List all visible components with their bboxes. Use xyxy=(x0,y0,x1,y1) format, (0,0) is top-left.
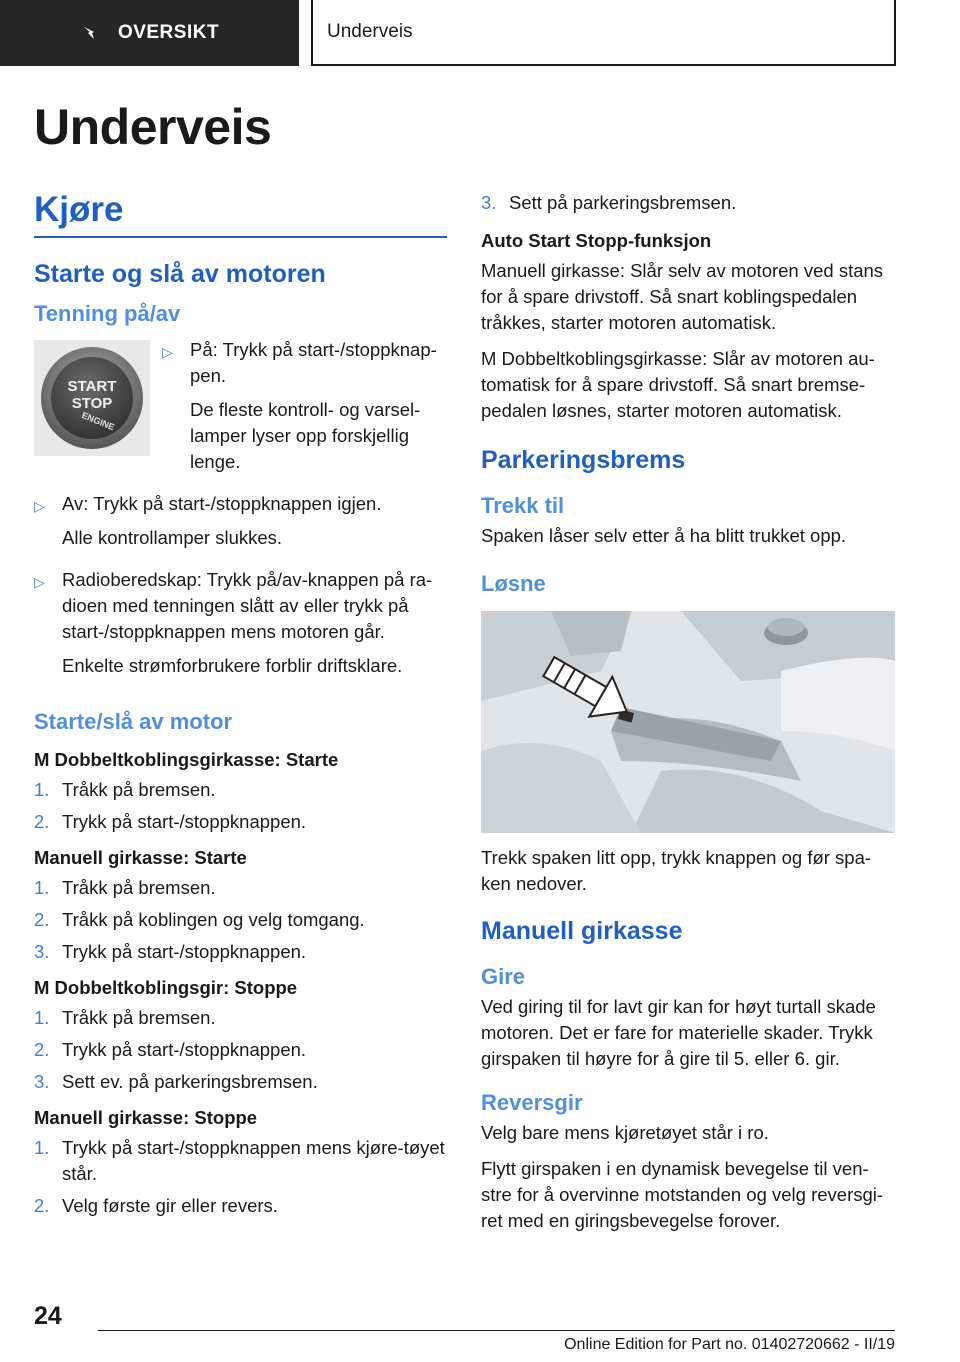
list-item-text: De fleste kontroll- og varsel-lamper lyser opp forskjellig lenge. xyxy=(190,399,421,472)
ignition-block xyxy=(34,337,447,491)
footer-edition: Online Edition for Part no. 01402720662 - II/19 xyxy=(564,1336,895,1353)
group-heading: M Dobbeltkoblingsgir: Stoppe xyxy=(34,977,298,998)
handbrake-image xyxy=(481,611,895,833)
subsection-heading: Starte og slå av motoren xyxy=(34,260,326,288)
list-item xyxy=(162,337,447,483)
handbrake-illustration xyxy=(481,611,895,833)
page-title: Underveis xyxy=(34,99,272,155)
list-item xyxy=(34,491,447,559)
button-text-start: START xyxy=(67,378,117,395)
steps-list xyxy=(34,777,447,835)
step-item: 1. Tråkk på bremsen. xyxy=(34,779,216,800)
steps-list xyxy=(34,1005,447,1095)
steps-list xyxy=(34,1135,447,1219)
list-item-text: Av: Trykk på start-/stoppknappen igjen. xyxy=(62,493,382,514)
list-item-text: Radioberedskap: Trykk på/av-knappen på ra-dioen med tenningen slått av eller trykk på start-/stoppknappen mens motoren går. xyxy=(62,569,433,642)
chapter-tab-label: Underveis xyxy=(327,21,413,42)
group-heading: Manuell girkasse: Starte xyxy=(34,847,247,868)
overview-tab-label: OVERSIKT xyxy=(117,22,220,43)
step-item: 1. Trykk på start-/stoppknappen mens kjøre-tøyet står. xyxy=(34,1137,445,1184)
reverse-paragraph: Velg bare mens kjøretøyet står i ro. xyxy=(481,1122,769,1143)
home-star-icon xyxy=(80,21,104,45)
step-item: 1. Tråkk på bremsen. xyxy=(34,877,216,898)
overview-tab[interactable] xyxy=(0,0,299,66)
list-item-text: Enkelte strømforbrukere forblir driftsklare. xyxy=(62,655,403,676)
steps-list xyxy=(34,875,447,965)
autostart-heading: Auto Start Stopp-funksjon xyxy=(481,230,712,251)
triangle-bullet-icon: ▷ xyxy=(162,344,173,360)
list-item-text: På: Trykk på start-/stoppknap-pen. xyxy=(190,339,437,386)
autostart-paragraph: M Dobbeltkoblingsgirkasse: Slår av motoren au-tomatisk for å spare drivstoff. Så snart bremse-pedalen løsnes, starter motoren automatisk. xyxy=(481,348,875,421)
step-item: 3. Sett ev. på parkeringsbremsen. xyxy=(34,1071,318,1092)
manual-heading: Manuell girkasse xyxy=(481,917,683,945)
ignition-list-continued xyxy=(34,491,447,687)
reverse-paragraph: Flytt girspaken i en dynamisk bevegelse til ven-stre for å overvinne motstanden og velg reversgi-ret med en giringsbevegelse forover. xyxy=(481,1158,884,1231)
release-paragraph: Trekk spaken litt opp, trykk knappen og før spa-ken nedover. xyxy=(481,847,872,894)
ignition-list xyxy=(162,337,447,491)
step-item: 2. Velg første gir eller revers. xyxy=(34,1195,278,1216)
engine-heading: Starte/slå av motor xyxy=(34,709,233,734)
step-item: 2. Tråkk på koblingen og velg tomgang. xyxy=(34,909,365,930)
release-heading: Løsne xyxy=(481,571,546,596)
start-stop-button-icon xyxy=(39,345,145,451)
step-item: 3. Sett på parkeringsbremsen. xyxy=(481,192,737,213)
step-item: 2. Trykk på start-/stoppknappen. xyxy=(34,1039,307,1060)
ignition-heading: Tenning på/av xyxy=(34,301,181,326)
pull-heading: Trekk til xyxy=(481,493,565,518)
right-column xyxy=(481,190,895,1234)
steps-list xyxy=(481,190,895,216)
autostart-paragraph: Manuell girkasse: Slår selv av motoren ved stans for å spare drivstoff. Så snart koblingspedalen tråkkes, starter motoren automatisk. xyxy=(481,260,884,333)
footer-divider xyxy=(98,1330,895,1331)
pull-paragraph: Spaken låser selv etter å ha blitt trukket opp. xyxy=(481,525,847,546)
start-stop-button-image xyxy=(34,340,150,456)
step-item: 2. Trykk på start-/stoppknappen. xyxy=(34,811,307,832)
group-heading: M Dobbeltkoblingsgirkasse: Starte xyxy=(34,749,339,770)
shift-paragraph: Ved giring til for lavt gir kan for høyt turtall skade motoren. Det er fare for materielle skader. Trykk girspaken til høyre for å gire til 5. eller 6. gir. xyxy=(481,996,876,1069)
triangle-bullet-icon: ▷ xyxy=(34,498,45,514)
list-item-text: Alle kontrollamper slukkes. xyxy=(62,527,283,548)
shift-heading: Gire xyxy=(481,964,526,989)
page-number: 24 xyxy=(34,1302,62,1330)
group-heading: Manuell girkasse: Stoppe xyxy=(34,1107,258,1128)
step-item: 3. Trykk på start-/stoppknappen. xyxy=(34,941,307,962)
step-item: 1. Tråkk på bremsen. xyxy=(34,1007,216,1028)
button-text-stop: STOP xyxy=(71,395,113,412)
chapter-tab[interactable] xyxy=(311,0,896,66)
reverse-heading: Reversgir xyxy=(481,1090,583,1115)
section-heading: Kjøre xyxy=(34,190,447,238)
list-item xyxy=(34,567,447,687)
triangle-bullet-icon: ▷ xyxy=(34,574,45,590)
button-text-engine: ENGINE xyxy=(80,410,116,433)
left-column xyxy=(34,190,447,1225)
parking-heading: Parkeringsbrems xyxy=(481,446,686,474)
